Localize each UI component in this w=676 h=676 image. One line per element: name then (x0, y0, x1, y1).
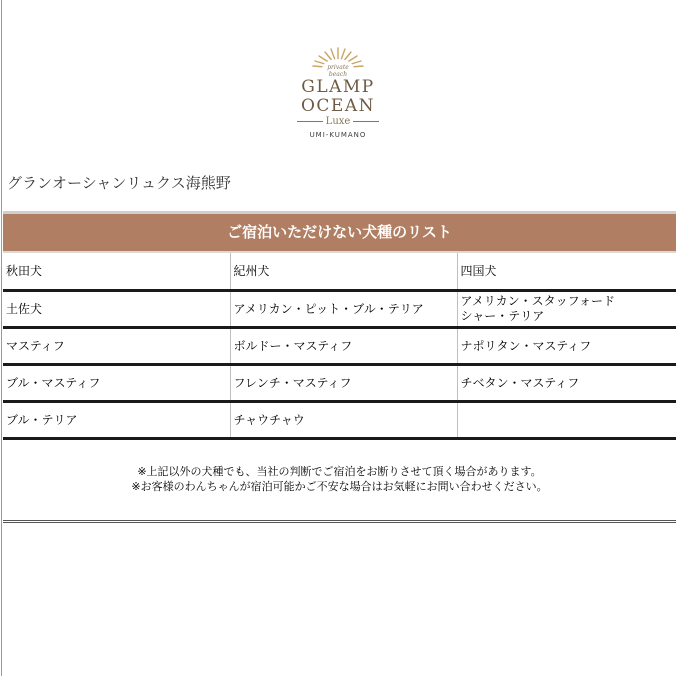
logo-luxe: Luxe (323, 116, 354, 127)
glamp-ocean-logo (288, 44, 388, 146)
notes (3, 440, 676, 494)
table-row (3, 365, 676, 402)
logo-glamp: GLAMP (301, 77, 375, 97)
logo-sub-line2: beach (328, 71, 348, 78)
dog-breed-section (3, 211, 676, 494)
table-row (3, 253, 676, 291)
logo-ocean: OCEAN (300, 96, 375, 116)
table-cell: チベタン・マスティフ (457, 365, 676, 402)
table-cell: ボルドー・マスティフ (230, 328, 457, 365)
table-cell: チャウチャウ (230, 402, 457, 439)
logo-sub-line1: private (327, 64, 349, 71)
table-cell: フレンチ・マスティフ (230, 365, 457, 402)
note-line: ※上記以外の犬種でも、当社の判断でご宿泊をお断りさせて頂く場合があります。 (137, 465, 542, 478)
store-name: グランオーシャンリュクス海熊野 (7, 174, 231, 192)
table-row (3, 291, 676, 328)
table-title: ご宿泊いただけない犬種のリスト (3, 214, 676, 251)
table-cell: アメリカン・スタッフォード シャー・テリア (457, 291, 676, 328)
table-row (3, 328, 676, 365)
logo-location: UMI-KUMANO (309, 131, 367, 139)
breed-table (3, 253, 676, 440)
table-cell: ブル・マスティフ (3, 365, 230, 402)
note-line: ※お客様のわんちゃんが宿泊可能かご不安な場合はお気軽にお問い合わせください。 (131, 480, 548, 493)
table-cell: マスティフ (3, 328, 230, 365)
table-cell: ブル・テリア (3, 402, 230, 439)
table-cell: アメリカン・ピット・ブル・テリア (230, 291, 457, 328)
table-cell: 秋田犬 (3, 253, 230, 291)
table-cell: 四国犬 (457, 253, 676, 291)
section-bottom-border (3, 520, 676, 523)
table-cell: 土佐犬 (3, 291, 230, 328)
page-left-border (1, 0, 2, 676)
table-cell: ナポリタン・マスティフ (457, 328, 676, 365)
table-cell: 紀州犬 (230, 253, 457, 291)
table-row (3, 402, 676, 439)
table-cell (457, 402, 676, 439)
